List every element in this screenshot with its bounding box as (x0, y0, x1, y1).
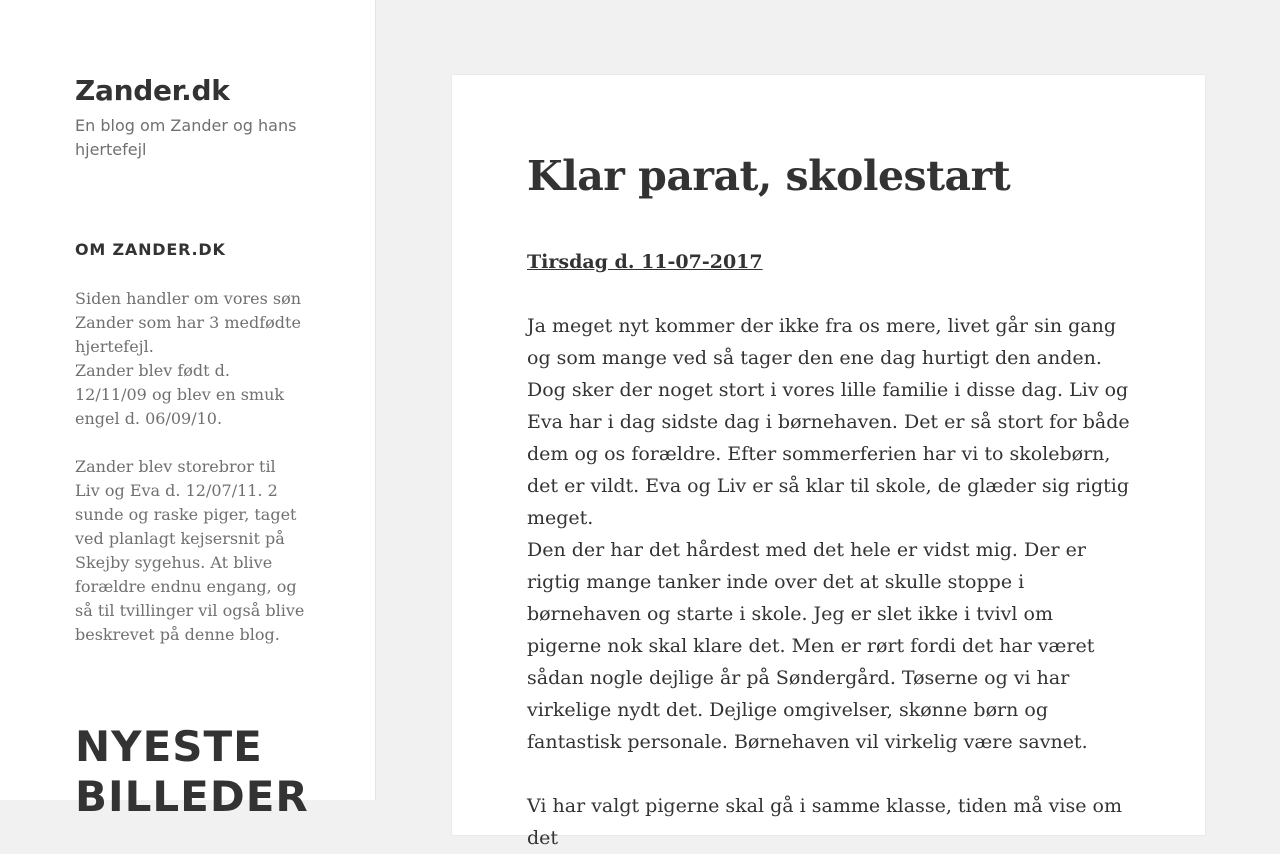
post-paragraph-3: Vi har valgt pigerne skal gå i samme klasse, tiden må vise om det (527, 795, 1122, 849)
sidebar (0, 0, 376, 821)
about-line-2: Zander blev født d. 12/11/09 og blev en smuk engel d. 06/09/10. (75, 361, 285, 428)
post-date-line (527, 246, 1133, 278)
post-paragraph-2-text: Den der har det hårdest med det hele er vidst mig. Der er rigtig mange tanker inde over det at skulle stoppe i børnehaven og starte i skole. Jeg er slet ikke i tvivl om pigerne nok skal klare det. Men er rørt fordi det har været sådan nogle dejlige år på Søndergård. Tøserne og vi har virkelige nydt det. Dejlige omgivelser, skønne børn og fantastisk personale. Børnehaven vil virkelig være savnet. (527, 539, 1095, 753)
widget-about-text (75, 287, 305, 647)
post-date: Tirsdag d. 11-07-2017 (527, 251, 763, 273)
about-paragraph-1 (75, 287, 305, 431)
site-title-link[interactable]: Zander.dk (75, 74, 230, 107)
widget-title-latest-images: NYESTE BILLEDER (75, 722, 309, 821)
post-content (527, 246, 1133, 854)
about-paragraph-2: Zander blev storebror til Liv og Eva d. 12/07/11. 2 sunde og raske piger, taget ved planlagt kejsersnit på Skejby sygehus. At blive forældre endnu engang, og så til tvillinger vil også blive beskrevet på denne blog. (75, 457, 305, 644)
widget-title-about: OM ZANDER.DK (75, 240, 226, 259)
about-line-1: Siden handler om vores søn Zander som har 3 medfødte hjertefejl. (75, 289, 302, 356)
post-paragraph-1 (527, 310, 1133, 758)
site-description: En blog om Zander og hans hjertefejl (75, 116, 297, 159)
post-title[interactable]: Klar parat, skolestart (527, 152, 1011, 200)
post-article (452, 75, 1205, 849)
post-paragraph-1-text: Ja meget nyt kommer der ikke fra os mere, livet går sin gang og som mange ved så tager den ene dag hurtigt den anden. Dog sker der noget stort i vores lille familie i disse dag. Liv og Eva har i dag sidste dag i børnehaven. Det er så stort for både dem og os forældre. Efter sommerferien har vi to skolebørn, det er vildt. Eva og Liv er så klar til skole, de glæder sig rigtig meget. (527, 315, 1130, 529)
